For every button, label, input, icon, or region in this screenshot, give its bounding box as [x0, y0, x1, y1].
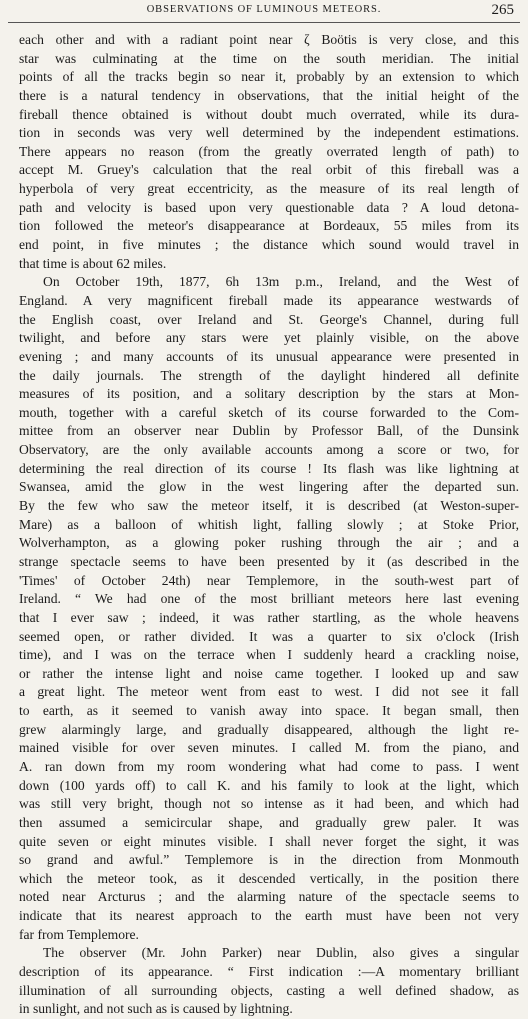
text-line: the English coast, over Ireland and St. George's Channel, during full — [19, 311, 519, 327]
page-header — [0, 3, 528, 21]
text-line: The observer (Mr. John Parker) near Dublin, also gives a singular — [43, 945, 519, 961]
text-line: star was culminating at the time on the south meridian. The initial — [19, 50, 519, 66]
text-line: noted near Arcturus ; and the alarming nature of the spectacle seems to — [19, 889, 519, 905]
text-line: to earth, as it seemed to vanish away into space. It began small, then — [19, 703, 519, 719]
text-line: path and velocity is based upon very questionable data ? A loud detona- — [19, 199, 519, 215]
text-line: mouth, together with a careful sketch of its course forwarded to the Com- — [19, 404, 519, 420]
text-line: accept M. Gruey's calculation that the real orbit of this fireball was a — [19, 162, 519, 178]
text-line: a great light. The meteor went from east to west. I did not see it fall — [19, 684, 519, 700]
text-line: tion in seconds was very well determined by the independent estimations. — [19, 125, 519, 141]
text-line: Observatory, are the only available accounts among a score or two, for — [19, 442, 519, 458]
text-line: A. ran down from my room wondering what had come to pass. I went — [19, 758, 519, 774]
text-line: that time is about 62 miles. — [19, 255, 167, 271]
text-line: quite seven or eight minutes visible. I shall never forget the sight, it was — [19, 833, 519, 849]
text-line: 'Times' of October 24th) near Templemore, in the south-west part of — [19, 572, 519, 588]
text-line: mained visible for over seven minutes. I called M. from the piano, and — [19, 740, 519, 756]
text-line: tion followed the meteor's disappearance at Bordeaux, 55 miles from its — [19, 218, 519, 234]
text-line: description of its appearance. “ First indication :—A momentary brilliant — [19, 964, 519, 980]
body-text — [19, 31, 519, 1019]
text-line: measures of its position, and a solitary description by the stars at Mon- — [19, 386, 519, 402]
running-head: OBSERVATIONS OF LUMINOUS METEORS. — [146, 4, 382, 15]
text-line: twilight, and before any stars were yet plainly visible, on the above — [19, 330, 519, 346]
text-line: On October 19th, 1877, 6h 13m p.m., Ireland, and the West of — [43, 274, 519, 290]
text-line: determining the real direction of its course ! Its flash was like lightning at — [19, 460, 519, 476]
text-line: in sunlight, and not such as is caused by lightning. — [19, 1001, 293, 1017]
text-line: then assumed a semicircular shape, and gradually grew paler. It was — [19, 814, 519, 830]
text-line: fireball thence obtained is without doubt much overrated, while its dura- — [19, 106, 519, 122]
page-number: 265 — [491, 2, 514, 18]
text-line: that I ever saw ; indeed, it was rather startling, as the whole heavens — [19, 609, 519, 625]
text-line: There appears no reason (from the greatly overrated length of path) to — [19, 143, 519, 159]
text-line: far from Templemore. — [19, 926, 139, 942]
text-line: the daily journals. The strength of the daylight hindered all definite — [19, 367, 519, 383]
text-line: England. A very magnificent fireball made its appearance westwards of — [19, 292, 519, 308]
text-line: By the few who saw the meteor itself, it is described (at Weston-super- — [19, 498, 519, 514]
text-line: grew alarmingly large, and gradually disappeared, although the light re- — [19, 721, 519, 737]
text-line: Mare) as a balloon of whitish light, falling slowly ; at Stoke Prior, — [19, 516, 519, 532]
text-line: indicate that its nearest approach to the earth must have been not very — [19, 908, 519, 924]
text-line: time), and I was on the terrace when I suddenly heard a crackling noise, — [19, 647, 519, 663]
text-line: there is a natural tendency in observations, that the initial height of the — [19, 87, 519, 103]
text-line: points of all the tracks begin so near it, probably by an extension to which — [19, 69, 519, 85]
text-line: evening ; and many accounts of its unusual appearance were presented in — [19, 348, 519, 364]
text-line: or rather the intense light and noise came together. I looked up and saw — [19, 665, 519, 681]
text-line: hyperbola of very great eccentricity, as the measure of its real length of — [19, 181, 519, 197]
text-line: down (100 yards off) to call K. and his family to look at the light, which — [19, 777, 519, 793]
text-line: Wolverhampton, as a glowing poker rushing through the air ; and a — [19, 535, 519, 551]
header-rule — [8, 22, 520, 23]
text-line: strange spectacle seems to have been presented by it (as described in the — [19, 553, 519, 569]
text-line: which the meteor took, as it descended vertically, in the position there — [19, 870, 519, 886]
text-line: each other and with a radiant point near ζ Boötis is very close, and this — [19, 32, 519, 47]
text-line: Swansea, amid the glow in the west lingering after the departed sun. — [19, 479, 519, 495]
text-line: end point, in five minutes ; the distance which sound would travel in — [19, 237, 519, 253]
text-line: Ireland. “ We had one of the most brilliant meteors here last evening — [19, 591, 519, 607]
text-line: mittee from an observer near Dublin by Professor Ball, of the Dunsink — [19, 423, 519, 439]
text-line: illumination of all surrounding objects, casting a well defined shadow, as — [19, 982, 519, 998]
text-line: was still very bright, though not so intense as it had been, and which had — [19, 796, 519, 812]
text-line: so grand and awful.” Templemore is in the direction from Monmouth — [19, 852, 519, 868]
text-line: seemed open, or rather divided. It was a quarter to six o'clock (Irish — [19, 628, 519, 644]
